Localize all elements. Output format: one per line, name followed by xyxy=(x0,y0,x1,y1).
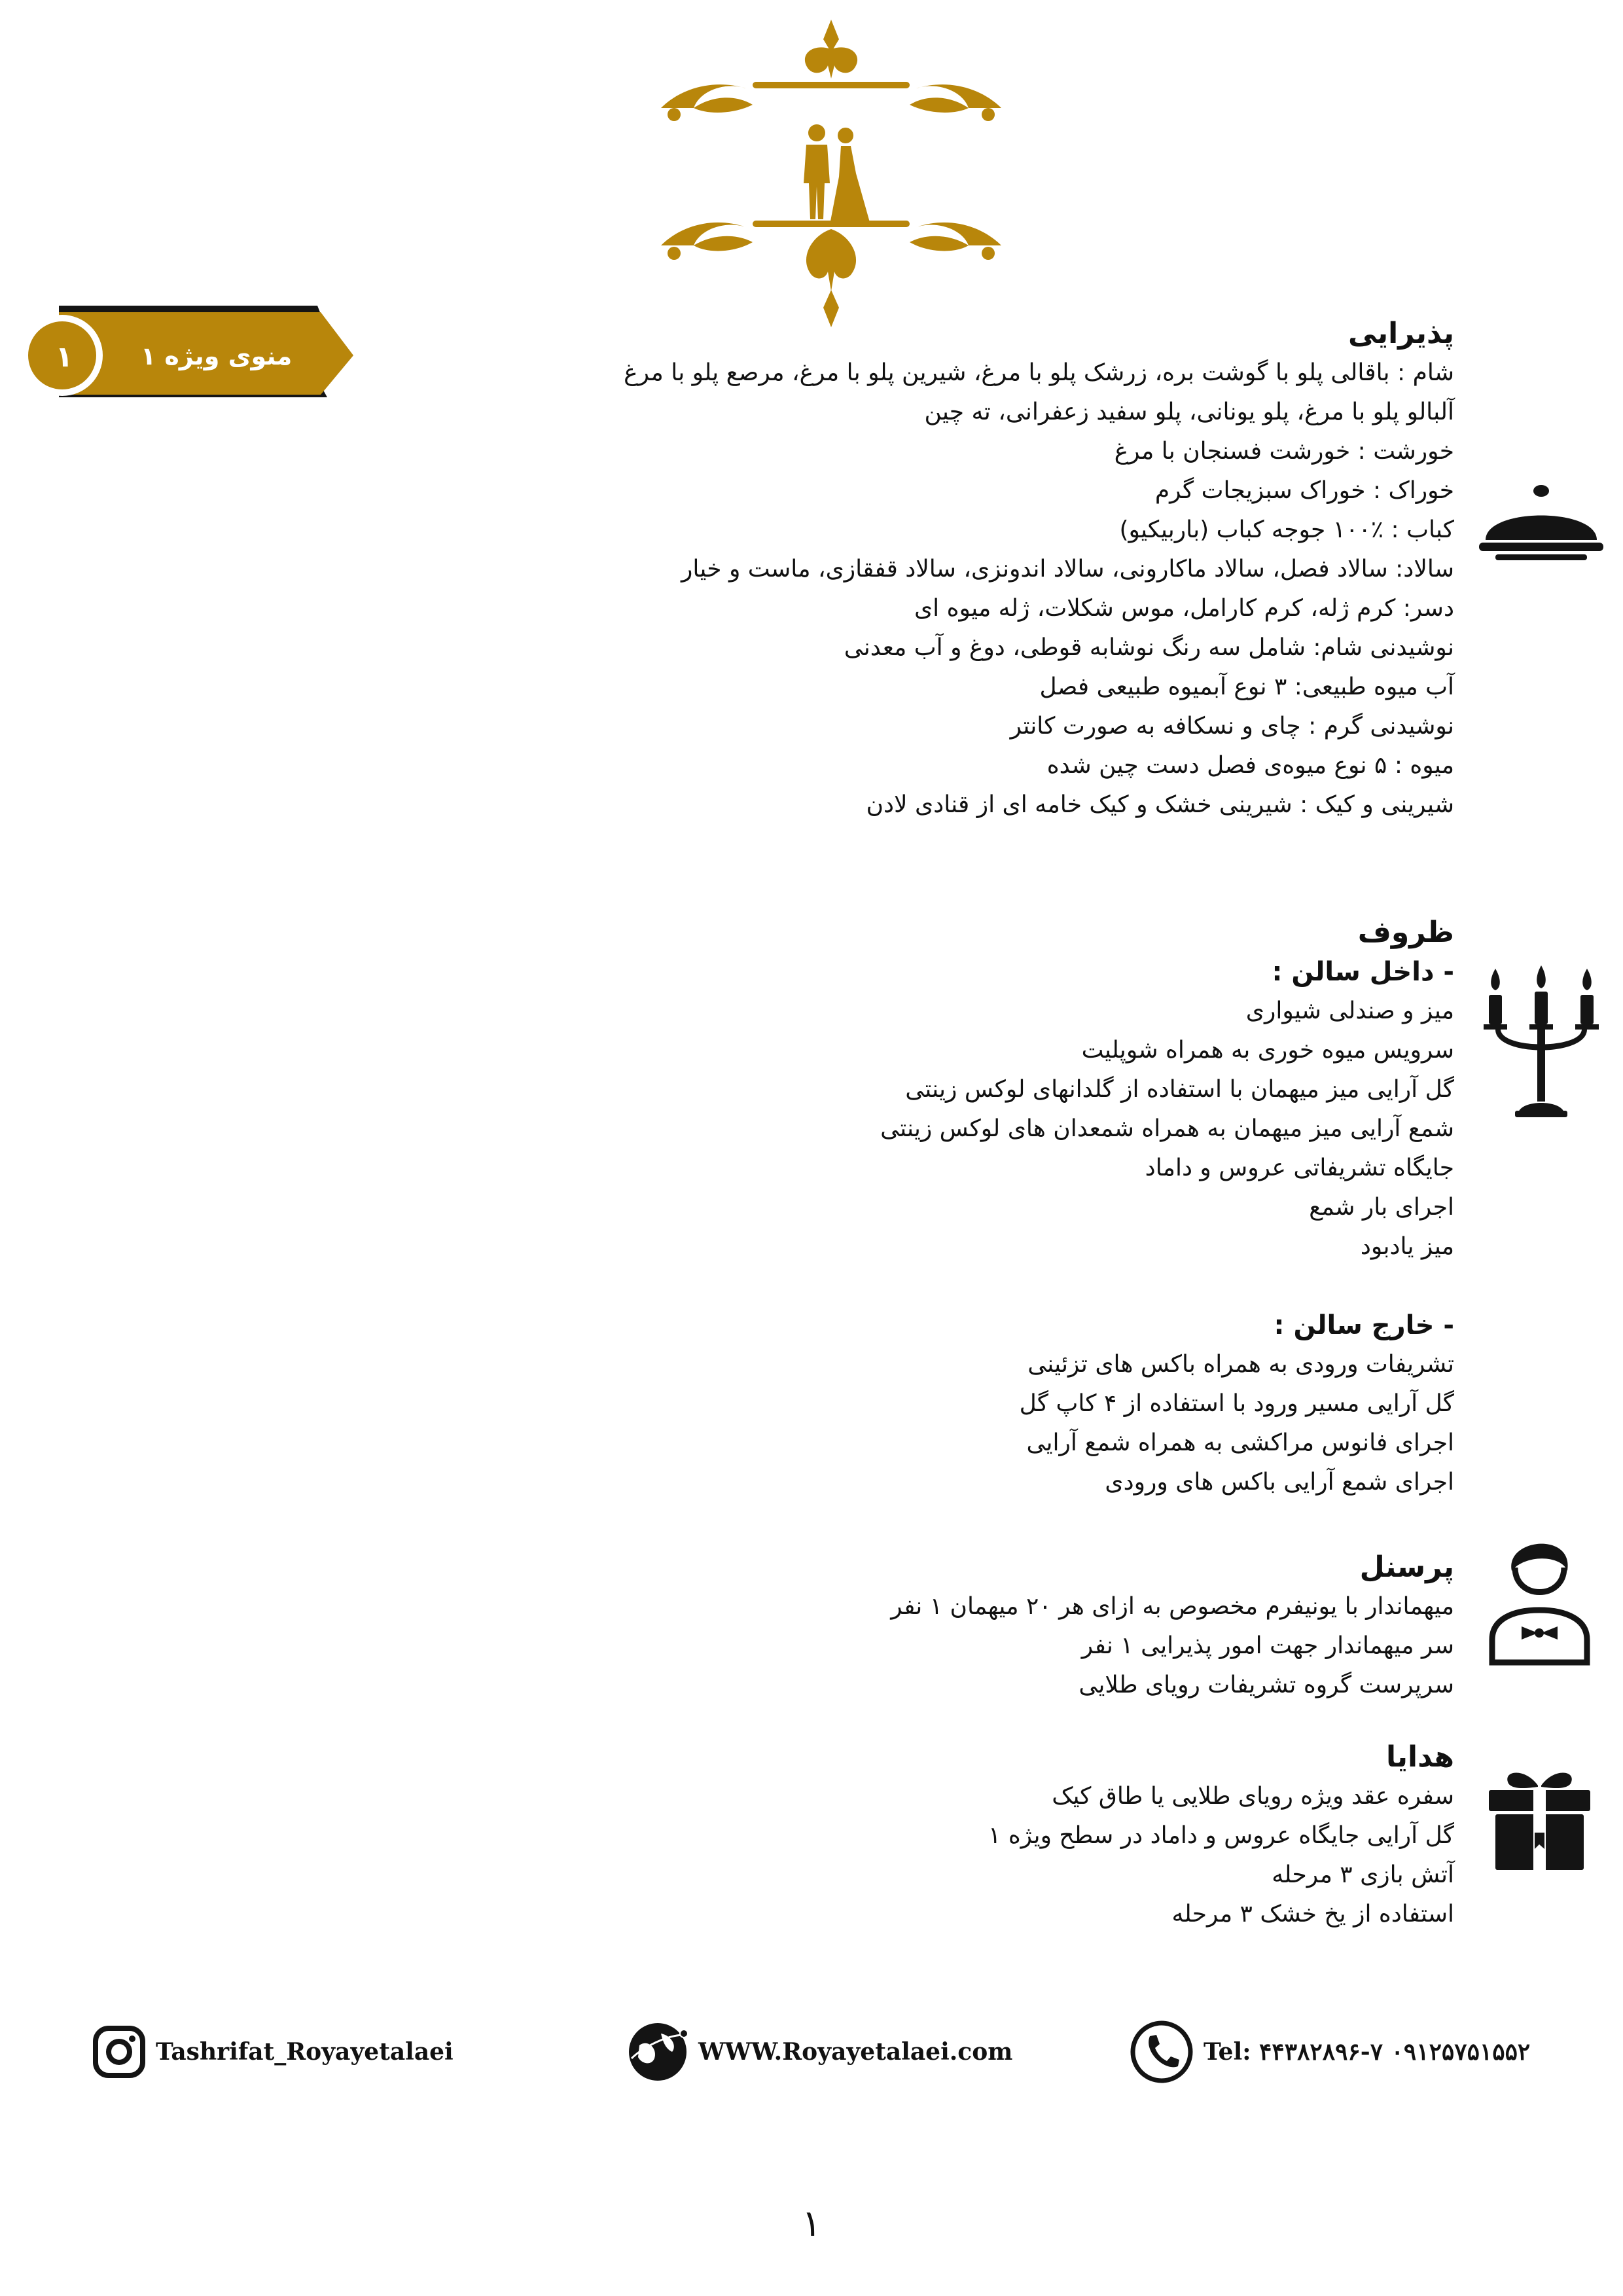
list-item: سرویس میوه خوری به همراه شوپلیت xyxy=(1081,1037,1454,1064)
list-item: نوشیدنی گرم : چای و نسکافه به صورت کانتر xyxy=(1010,713,1454,740)
list-item: اجرای فانوس مراکشی به همراه شمع آرایی xyxy=(1026,1429,1454,1456)
list-item: اجرای شمع آرایی باکس های ورودی xyxy=(1105,1469,1454,1496)
waiter-icon xyxy=(1486,1528,1594,1666)
outside-hall-label: - خارج سالن : xyxy=(1274,1310,1454,1340)
list-item: اجرای بار شمع xyxy=(1309,1194,1454,1221)
list-item: گل آرایی مسیر ورود با استفاده از ۴ کاپ گل xyxy=(1019,1390,1454,1417)
menu-badge-number: ۱ xyxy=(55,340,73,374)
list-item: میهماندار با یونیفرم مخصوص به ازای هر ۲۰ میهمان ۱ نفر xyxy=(891,1593,1454,1620)
gifts-title: هدایا xyxy=(1385,1740,1454,1774)
dishes-title: ظروف xyxy=(1357,916,1454,949)
list-item: کباب : ٪۱۰۰ جوجه کباب (باربیکیو) xyxy=(1119,516,1454,543)
website-url: WWW.Royayetalaei.com xyxy=(698,2038,1013,2066)
globe-icon xyxy=(625,2019,690,2085)
phone-icon xyxy=(1129,2019,1194,2085)
staff-section xyxy=(891,1548,1454,1705)
list-item: دسر: کرم ژله، کرم کارامل، موس شکلات، ژله میوه ای xyxy=(914,595,1454,622)
list-item: سالاد: سالاد فصل، سالاد ماکارونی، سالاد اندونزی، سالاد قفقازی، ماست و خیار xyxy=(681,556,1454,583)
instagram-contact[interactable] xyxy=(92,2019,454,2085)
candelabra-icon xyxy=(1476,965,1607,1119)
gift-icon xyxy=(1486,1767,1594,1872)
list-item: جایگاه تشریفاتی عروس و داماد xyxy=(1145,1155,1454,1181)
menu-badge-label: منوی ویژه ۱ xyxy=(141,342,293,370)
list-item: میوه : ۵ نوع میوه‌ی فصل دست چین شده xyxy=(1046,752,1454,779)
list-item: نوشیدنی شام: شامل سه رنگ نوشابه قوطی، دوغ و آب معدنی xyxy=(844,634,1454,661)
list-item: خوراک : خوراک سبزیجات گرم xyxy=(1154,477,1454,504)
phone-contact[interactable] xyxy=(1129,2019,1530,2085)
staff-title: پرسنل xyxy=(1359,1551,1454,1584)
list-item: میز یادبود xyxy=(1360,1233,1454,1260)
reception-section xyxy=(624,314,1454,825)
list-item: سرپرست گروه تشریفات رویای طلایی xyxy=(1079,1672,1454,1698)
wedding-logo xyxy=(654,16,1008,331)
instagram-icon xyxy=(92,2024,147,2079)
reception-title: پذیرایی xyxy=(1348,317,1454,350)
list-item: خورشت : خورشت فسنجان با مرغ xyxy=(1114,438,1454,465)
list-item: شیرینی و کیک : شیرینی خشک و کیک خامه ای از قنادی لادن xyxy=(866,791,1454,818)
cloche-icon xyxy=(1476,481,1607,563)
list-item: سفره عقد ویژه رویای طلایی یا طاق کیک xyxy=(1052,1783,1454,1810)
inside-hall-label: - داخل سالن : xyxy=(1272,957,1454,987)
list-item: میز و صندلی شیواری xyxy=(1245,997,1454,1024)
list-item: تشریفات ورودی به همراه باکس های تزئینی xyxy=(1027,1351,1454,1378)
page-number: ۱ xyxy=(801,2202,822,2245)
instagram-handle: Tashrifat_Royayetalaei xyxy=(156,2038,454,2066)
list-item: آلبالو پلو با مرغ، پلو یونانی، پلو سفید زعفرانی، ته چین xyxy=(924,399,1454,425)
list-item: شام : باقالی پلو با گوشت بره، زرشک پلو با مرغ، شیرین پلو با مرغ، مرصع پلو با مرغ xyxy=(624,359,1454,386)
list-item: گل آرایی جایگاه عروس و داماد در سطح ویژه ۱ xyxy=(988,1822,1454,1849)
list-item: آب میوه طبیعی: ۳ نوع آبمیوه طبیعی فصل xyxy=(1039,673,1454,700)
phone-numbers: Tel: ۴۴۳۸۲۸۹۶-۷ ۰۹۱۲۵۷۵۱۵۵۲ xyxy=(1204,2038,1531,2066)
list-item: گل آرایی میز میهمان با استفاده از گلدانهای لوکس زینتی xyxy=(905,1076,1454,1103)
list-item: آتش بازی ۳ مرحله xyxy=(1272,1861,1454,1888)
gifts-section xyxy=(988,1738,1454,1934)
website-contact[interactable] xyxy=(625,2019,1012,2085)
list-item: استفاده از یخ خشک ۳ مرحله xyxy=(1171,1901,1454,1928)
list-item: سر میهماندار جهت امور پذیرایی ۱ نفر xyxy=(1081,1632,1454,1659)
dishes-section xyxy=(880,913,1454,1502)
list-item: شمع آرایی میز میهمان به همراه شمعدان های لوکس زینتی xyxy=(880,1115,1454,1142)
